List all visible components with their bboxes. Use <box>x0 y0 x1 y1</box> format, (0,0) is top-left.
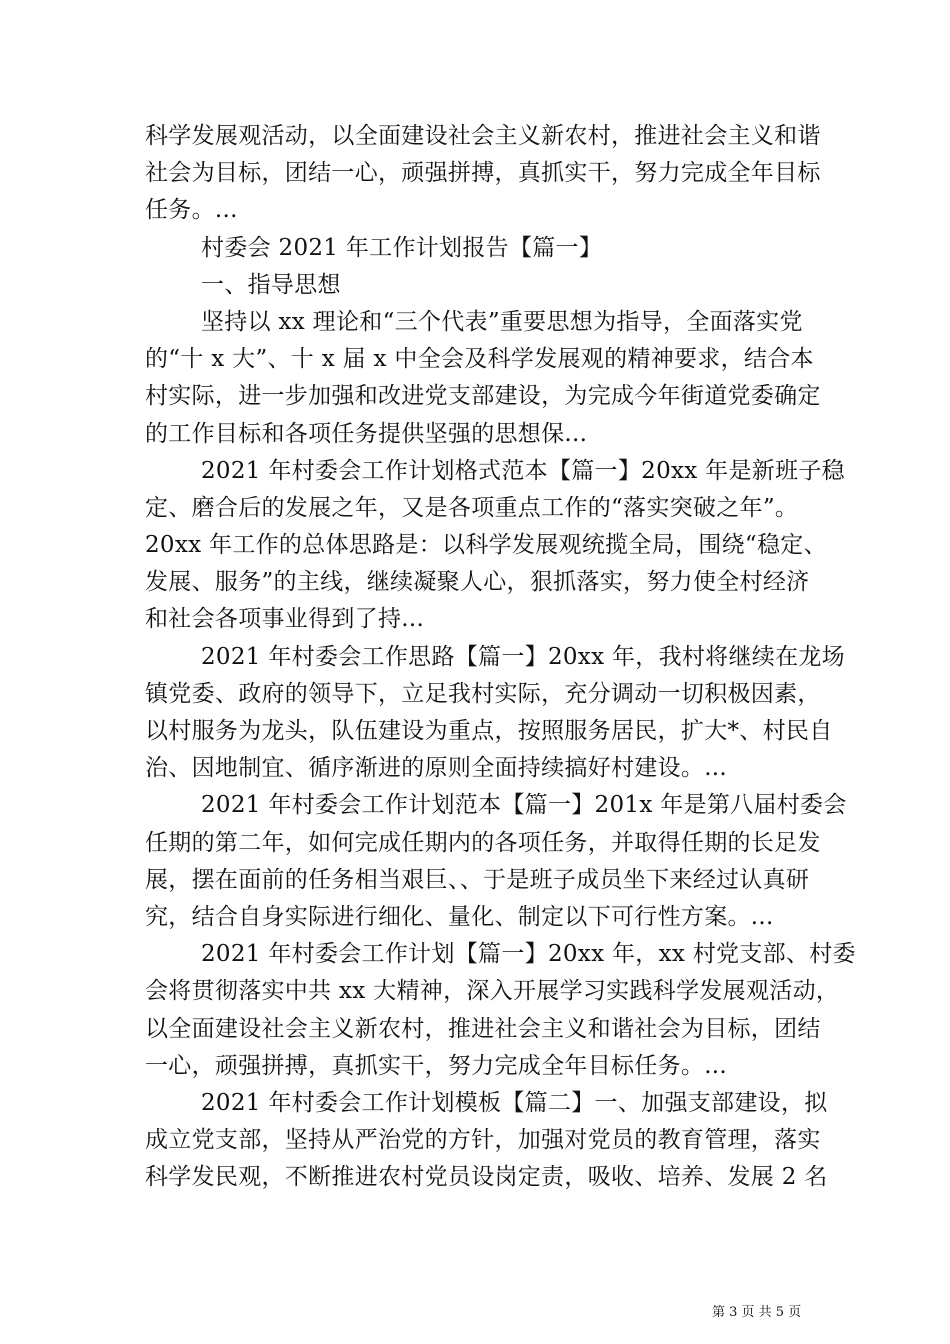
text-line: 成立党支部，坚持从严治党的方针，加强对党员的教育管理，落实 <box>145 1127 821 1154</box>
text-line: 治、因地制宜、循序渐进的原则全面持续搞好村建设。... <box>145 755 728 782</box>
text-line: 20xx 年工作的总体思路是：以科学发展观统揽全局，围绕“稳定、 <box>145 532 827 559</box>
text-line: 展，摆在面前的任务相当艰巨、、于是班子成员坐下来经过认真研 <box>145 866 810 893</box>
text-line: 村实际，进一步加强和改进党支部建设，为完成今年街道党委确定 <box>145 383 821 410</box>
text-line: 2021 年村委会工作计划范本【篇一】201x 年是第八届村委会 <box>201 792 847 819</box>
text-line: 和社会各项事业得到了持... <box>145 606 425 633</box>
text-line: 以全面建设社会主义新农村，推进社会主义和谐社会为目标，团结 <box>145 1015 821 1042</box>
text-line: 2021 年村委会工作思路【篇一】20xx 年，我村将继续在龙场 <box>201 643 845 670</box>
text-line: 2021 年村委会工作计划模板【篇二】一、加强支部建设，拟 <box>201 1089 828 1116</box>
text-line: 科学发展观活动，以全面建设社会主义新农村，推进社会主义和谐 <box>145 123 821 149</box>
text-line: 任期的第二年，如何完成任期内的各项任务，并取得任期的长足发 <box>145 829 821 856</box>
text-line: 社会为目标，团结一心，顽强拼搏，真抓实干，努力完成全年目标 <box>145 160 821 187</box>
document-body <box>145 118 856 1196</box>
text-line: 会将贯彻落实中共 xx 大精神，深入开展学习实践科学发展观活动， <box>145 978 840 1005</box>
text-line: 镇党委、政府的领导下，立足我村实际，充分调动一切积极因素， <box>145 680 821 707</box>
text-line: 村委会 2021 年工作计划报告【篇一】 <box>201 234 603 261</box>
text-line: 定、磨合后的发展之年，又是各项重点工作的“落实突破之年”。 <box>145 494 799 521</box>
page-number: 第 3 页 共 5 页 <box>712 1305 802 1320</box>
text-line: 一、指导思想 <box>201 271 341 298</box>
text-line: 科学发民观，不断推进农村党员设岗定责，吸收、培养、发展 2 名 <box>145 1164 828 1191</box>
text-line: 坚持以 xx 理论和“三个代表”重要思想为指导，全面落实党 <box>201 308 803 335</box>
text-line: 以村服务为龙头，队伍建设为重点，按照服务居民，扩大*、村民自 <box>145 718 833 744</box>
text-line: 一心，顽强拼搏，真抓实干，努力完成全年目标任务。... <box>145 1052 728 1079</box>
text-line: 的工作目标和各项任务提供坚强的思想保... <box>145 420 588 447</box>
text-line: 2021 年村委会工作计划【篇一】20xx 年，xx 村党支部、村委 <box>201 941 856 968</box>
text-line: 发展、服务”的主线，继续凝聚人心，狠抓落实，努力使全村经济 <box>145 569 810 596</box>
text-line: 究，结合自身实际进行细化、量化、制定以下可行性方案。... <box>145 903 774 930</box>
text-line: 任务。... <box>145 197 238 224</box>
text-line: 2021 年村委会工作计划格式范本【篇一】20xx 年是新班子稳 <box>201 457 845 484</box>
text-line: 的“十 x 大”、十 x 届 x 中全会及科学发展观的精神要求，结合本 <box>145 346 814 373</box>
